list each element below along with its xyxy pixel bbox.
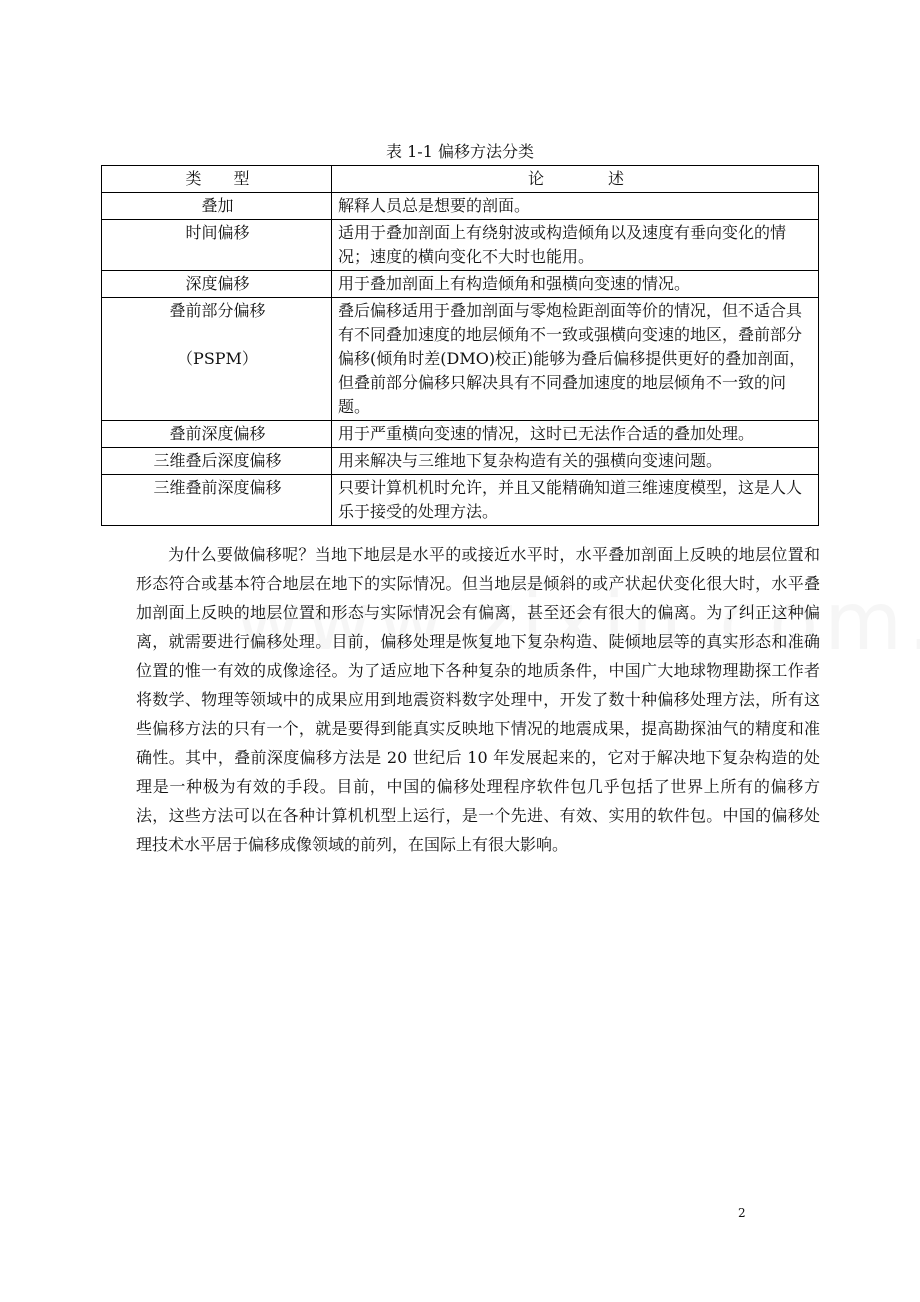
- method-description: 用于叠加剖面上有构造倾角和强横向变速的情况。: [332, 271, 819, 298]
- page-number: 2: [738, 1206, 746, 1220]
- method-description: 叠后偏移适用于叠加剖面与零炮检距剖面等价的情况，但不适合具有不同叠加速度的地层倾角不一致或强横向变速的地区，叠前部分偏移(倾角时差(DMO)校正)能够为叠后偏移提供更好的叠加剖面，但叠前部分偏移只解决具有不同叠加速度的地层倾角不一致的问题。: [332, 298, 819, 421]
- method-type: 叠前深度偏移: [169, 424, 266, 443]
- method-type: 三维叠前深度偏移: [153, 478, 282, 497]
- migration-methods-table: [101, 165, 819, 526]
- table-row: [102, 298, 819, 421]
- table-row: [102, 448, 819, 475]
- method-type: 三维叠后深度偏移: [153, 451, 282, 470]
- method-description: 只要计算机机时允许，并且又能精确知道三维速度模型，这是人人乐于接受的处理方法。: [332, 475, 819, 526]
- method-type-cell: [102, 421, 332, 448]
- table-row: [102, 421, 819, 448]
- method-type: 深度偏移: [185, 274, 250, 293]
- method-type-abbreviation: （PSPM）: [177, 349, 258, 368]
- method-type-cell: [102, 193, 332, 220]
- table-row: [102, 193, 819, 220]
- header-description: 论 述: [332, 166, 819, 193]
- method-description: 解释人员总是想要的剖面。: [332, 193, 819, 220]
- method-description: 适用于叠加剖面上有绕射波或构造倾角以及速度有垂向变化的情况；速度的横向变化不大时也能用。: [332, 220, 819, 271]
- method-type: 叠加: [201, 196, 234, 215]
- body-paragraph: 为什么要做偏移呢？当地下地层是水平的或接近水平时，水平叠加剖面上反映的地层位置和形态符合或基本符合地层在地下的实际情况。但当地层是倾斜的或产状起伏变化很大时，水平叠加剖面上反映的地层位置和形态与实际情况会有偏离，甚至还会有很大的偏离。为了纠正这种偏离，就需要进行偏移处理。目前，偏移处理是恢复地下复杂构造、陡倾地层等的真实形态和准确位置的惟一有效的成像途径。为了适应地下各种复杂的地质条件，中国广大地球物理勘探工作者将数学、物理等领域中的成果应用到地震资料数字处理中，开发了数十种偏移处理方法，所有这些偏移方法的只有一个，就是要得到能真实反映地下情况的地震成果，提高勘探油气的精度和准确性。其中，叠前深度偏移方法是 20 世纪后 10 年发展起来的，它对于解决地下复杂构造的处理是一种极为有效的手段。目前，中国的偏移处理程序软件包几乎包括了世界上所有的偏移方法，这些方法可以在各种计算机机型上运行，是一个先进、有效、实用的软件包。中国的偏移处理技术水平居于偏移成像领域的前列，在国际上有很大影响。: [136, 545, 820, 854]
- table-caption: 表 1-1 偏移方法分类: [386, 142, 534, 161]
- method-type-cell: [102, 220, 332, 271]
- method-type: 时间偏移: [185, 223, 250, 242]
- method-type-cell: [102, 298, 332, 421]
- method-description: 用来解决与三维地下复杂构造有关的强横向变速问题。: [332, 448, 819, 475]
- table-row: [102, 220, 819, 271]
- table-row: [102, 475, 819, 526]
- table-row: [102, 271, 819, 298]
- method-type-cell: [102, 271, 332, 298]
- method-description: 用于严重横向变速的情况，这时已无法作合适的叠加处理。: [332, 421, 819, 448]
- table-header-row: [102, 166, 819, 193]
- method-type-cell: [102, 475, 332, 526]
- header-type: 类 型: [102, 166, 332, 193]
- method-type-cell: [102, 448, 332, 475]
- method-type: 叠前部分偏移: [169, 301, 266, 320]
